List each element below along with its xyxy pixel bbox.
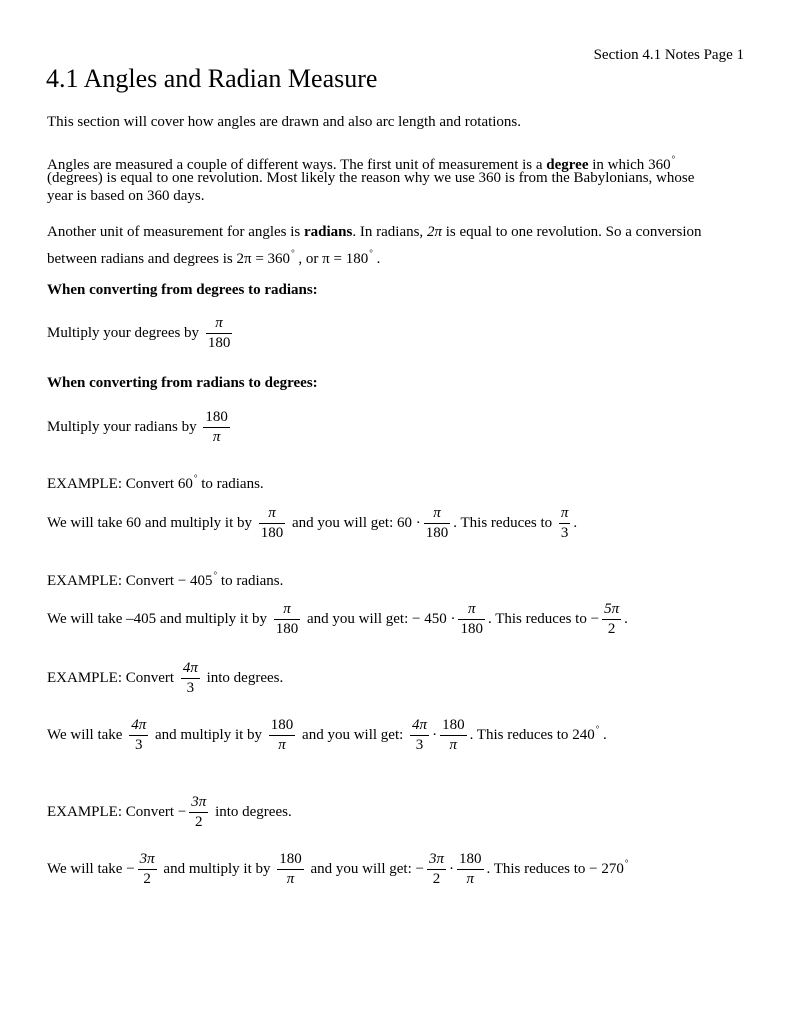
degrees-para-line2: (degrees) is equal to one revolution. Most likely the reason why we use 360 is from the Babylonians, whose [47, 170, 695, 186]
example4-solution [47, 850, 628, 889]
math: 2π = 360 [236, 251, 291, 267]
example3-statement [47, 659, 283, 698]
deg-to-rad-rule [47, 314, 235, 353]
numerator: 180 [457, 850, 484, 870]
text: to radians. [217, 573, 284, 589]
fraction [427, 850, 446, 889]
text: Multiply your degrees by [47, 324, 203, 341]
degree-symbol: ° [213, 570, 218, 580]
example1-statement [47, 469, 264, 493]
fraction [458, 600, 485, 639]
degree-symbol: ° [193, 473, 198, 483]
numerator: 4π [129, 716, 148, 736]
text: . [624, 610, 628, 627]
rad-to-deg-rule [47, 408, 233, 447]
math: 360 [648, 157, 671, 173]
denominator: 3 [560, 525, 569, 541]
fraction [269, 716, 296, 755]
fraction [206, 314, 233, 353]
text: . This reduces to [469, 726, 573, 743]
text: We will take [47, 726, 127, 743]
denominator: 2 [607, 621, 616, 637]
denominator: π [286, 871, 295, 887]
denominator: π [212, 429, 221, 445]
text: − 450 · [412, 610, 456, 627]
fraction [457, 850, 484, 889]
degree-symbol: ° [595, 723, 600, 734]
denominator: π [466, 871, 474, 887]
text: . In radians, [352, 224, 427, 240]
fraction [259, 504, 286, 543]
example1-solution [47, 504, 577, 543]
text: and you will get: [303, 610, 413, 627]
numerator: 3π [189, 793, 208, 813]
text: and you will get: [288, 514, 398, 531]
radians-para-line2 [47, 244, 380, 268]
example3-solution [47, 716, 607, 755]
text: . This reduces to [486, 860, 590, 877]
text: 60 · [397, 514, 421, 531]
fraction [138, 850, 157, 889]
text: · [449, 860, 454, 877]
math: 2π [426, 224, 442, 240]
denominator: 2 [195, 814, 203, 830]
fraction [181, 659, 200, 698]
numerator: 4π [181, 659, 200, 679]
fraction [424, 504, 451, 543]
fraction [129, 716, 148, 755]
numerator: π [559, 504, 571, 524]
deg-to-rad-heading [47, 281, 318, 299]
example2-statement [47, 566, 283, 590]
numerator: 180 [203, 408, 230, 428]
text: and you will get: [306, 860, 416, 877]
numerator: 180 [440, 716, 467, 736]
text: We will take [47, 860, 127, 877]
text: Another unit of measurement for angles is [47, 224, 305, 240]
fraction [277, 850, 304, 889]
text: and you will get: [298, 726, 408, 743]
text: 60 [177, 476, 193, 492]
denominator: 180 [275, 621, 299, 637]
denominator: 180 [460, 621, 483, 637]
page-title: 4.1 Angles and Radian Measure [46, 64, 378, 93]
numerator: 180 [269, 716, 296, 736]
degree-symbol: ° [369, 248, 373, 258]
text: We will take 60 and multiply it by [47, 514, 256, 531]
text: 240 [572, 726, 595, 743]
text: , or [294, 251, 323, 267]
text: − 405 [177, 573, 213, 589]
text: · [432, 726, 438, 743]
text: Multiply your radians by [47, 418, 201, 435]
text: Angles are measured a couple of different ways. The first unit of measurement is a [47, 157, 547, 173]
text: into degrees. [202, 669, 284, 686]
text: . [573, 514, 578, 531]
denominator: 2 [432, 871, 441, 887]
denominator: π [278, 737, 286, 753]
numerator: 5π [602, 600, 621, 620]
text: in which [588, 157, 649, 173]
denominator: 2 [143, 871, 151, 887]
denominator: π [449, 737, 458, 753]
text: is equal to one revolution. So a conversion [441, 224, 702, 240]
radians-term: radians [304, 224, 353, 240]
text: . This reduces to [487, 610, 591, 627]
degree-term: degree [546, 157, 589, 173]
denominator: 3 [134, 737, 143, 753]
text: and multiply it by [151, 726, 266, 743]
denominator: 180 [260, 525, 284, 541]
text: and multiply it by [159, 860, 275, 877]
text: − [177, 803, 187, 820]
numerator: 3π [427, 850, 446, 870]
text: into degrees. [211, 803, 292, 820]
text: to radians. [197, 476, 264, 492]
numerator: π [274, 600, 301, 620]
text: EXAMPLE: Convert [47, 669, 178, 686]
text: . This reduces to [453, 514, 556, 531]
text: EXAMPLE: Convert [47, 803, 178, 820]
bold-text: When converting from radians to degrees: [47, 375, 318, 391]
fraction [559, 504, 571, 543]
numerator: 180 [277, 850, 304, 870]
numerator: π [424, 504, 451, 524]
numerator: π [259, 504, 286, 524]
degree-symbol: ° [624, 857, 629, 868]
degree-symbol: ° [671, 154, 676, 164]
text: We will take –405 and multiply it by [47, 610, 271, 627]
example4-statement [47, 793, 292, 832]
text: EXAMPLE: Convert [47, 573, 178, 589]
text: − [415, 860, 424, 877]
numerator: 3π [138, 850, 157, 870]
radians-para-line1 [47, 223, 702, 241]
fraction [203, 408, 230, 447]
numerator: 4π [410, 716, 429, 736]
fraction [602, 600, 621, 639]
math: π = 180 [322, 251, 369, 267]
denominator: 180 [207, 335, 231, 351]
intro-text: This section will cover how angles are drawn and also arc length and rotations. [47, 114, 522, 130]
page-header: Section 4.1 Notes Page 1 [593, 47, 744, 63]
text: − [126, 860, 135, 877]
rad-to-deg-heading [47, 374, 318, 392]
text: EXAMPLE: Convert [47, 476, 178, 492]
denominator: 3 [186, 680, 195, 696]
fraction [274, 600, 301, 639]
denominator: 3 [415, 737, 424, 753]
text: − 270 [589, 860, 624, 877]
fraction [440, 716, 467, 755]
text: − [590, 610, 600, 627]
numerator: π [458, 600, 485, 620]
degree-symbol: ° [291, 248, 295, 258]
bold-text: When converting from degrees to radians: [47, 282, 318, 298]
numerator: π [206, 314, 233, 334]
denominator: 180 [425, 525, 449, 541]
example2-solution [47, 600, 628, 639]
text: between radians and degrees is [47, 251, 237, 267]
text: . [372, 251, 381, 267]
fraction [189, 793, 208, 832]
degrees-para-line3: year is based on 360 days. [47, 188, 205, 204]
text: . [599, 726, 607, 743]
fraction [410, 716, 429, 755]
